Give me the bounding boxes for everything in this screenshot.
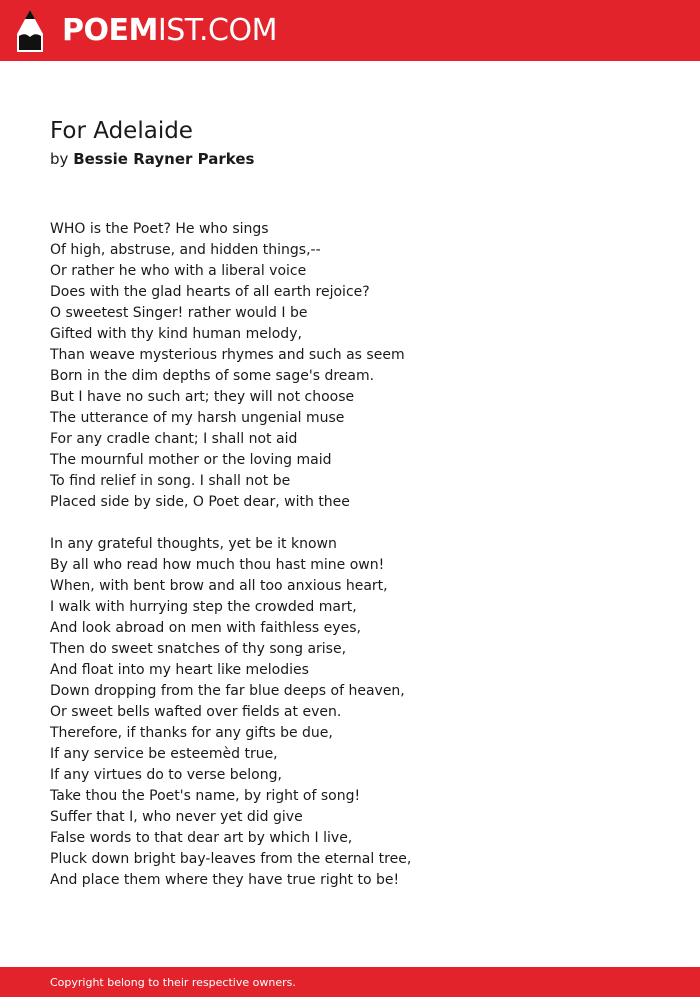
poem-line: The mournful mother or the loving maid (50, 452, 332, 468)
poem-line: But I have no such art; they will not choose (50, 389, 355, 405)
poem-line: Born in the dim depths of some sage's dream. (50, 368, 375, 384)
poem-line: I walk with hurrying step the crowded mart, (50, 599, 357, 615)
logo-bold-text: POEM (62, 13, 158, 48)
pencil-logo-icon (17, 10, 43, 52)
site-logo[interactable] (62, 11, 277, 51)
poem-body (50, 219, 670, 912)
copyright-text: Copyright belong to their respective owners. (50, 976, 296, 989)
poem-line: Pluck down bright bay-leaves from the eternal tree, (50, 851, 412, 867)
poem-line: The utterance of my harsh ungenial muse (50, 410, 345, 426)
poem-line: Or sweet bells wafted over fields at even. (50, 704, 342, 720)
poem-line: Placed side by side, O Poet dear, with thee (50, 494, 350, 510)
poem-line: For any cradle chant; I shall not aid (50, 431, 298, 447)
poem-author[interactable]: Bessie Rayner Parkes (73, 150, 255, 168)
poem-line: To find relief in song. I shall not be (50, 473, 291, 489)
poem-line: And float into my heart like melodies (50, 662, 309, 678)
poem-byline (50, 149, 254, 169)
poem-line: If any service be esteemèd true, (50, 746, 278, 762)
poem-title: For Adelaide (50, 118, 193, 144)
poem-line: Therefore, if thanks for any gifts be due, (50, 725, 333, 741)
poem-stanza (50, 219, 670, 513)
poem-line: O sweetest Singer! rather would I be (50, 305, 308, 321)
poem-stanza (50, 534, 670, 891)
site-footer (0, 967, 700, 997)
poem-line: Gifted with thy kind human melody, (50, 326, 302, 342)
poem-line: Take thou the Poet's name, by right of song! (50, 788, 361, 804)
poem-line: And place them where they have true right to be! (50, 872, 400, 888)
poem-line: By all who read how much thou hast mine own! (50, 557, 385, 573)
poem-line: Down dropping from the far blue deeps of heaven, (50, 683, 405, 699)
poem-line: Of high, abstruse, and hidden things,-- (50, 242, 321, 258)
poem-line: Than weave mysterious rhymes and such as seem (50, 347, 405, 363)
site-header (0, 0, 700, 61)
poem-line: Then do sweet snatches of thy song arise, (50, 641, 347, 657)
poem-line: Does with the glad hearts of all earth rejoice? (50, 284, 370, 300)
poem-line: Suffer that I, who never yet did give (50, 809, 303, 825)
poem-line: And look abroad on men with faithless eyes, (50, 620, 361, 636)
poem-line: In any grateful thoughts, yet be it known (50, 536, 337, 552)
by-label: by (50, 150, 69, 168)
poem-line: False words to that dear art by which I live, (50, 830, 353, 846)
poem-line: WHO is the Poet? He who sings (50, 221, 269, 237)
poem-line: Or rather he who with a liberal voice (50, 263, 307, 279)
poem-line: When, with bent brow and all too anxious heart, (50, 578, 388, 594)
poem-line: If any virtues do to verse belong, (50, 767, 282, 783)
logo-light-text: IST.COM (157, 13, 277, 48)
